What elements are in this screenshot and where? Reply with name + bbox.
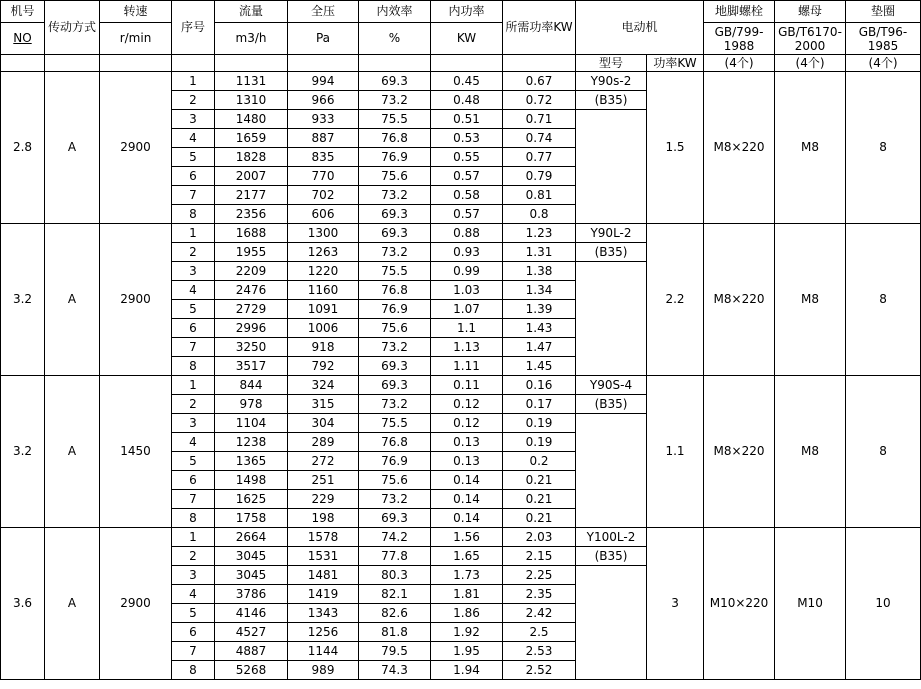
cell-drive: A [45,72,100,224]
cell-inner-power: 0.99 [431,262,503,281]
cell-inner-power: 0.11 [431,376,503,395]
cell-efficiency: 69.3 [359,376,431,395]
cell-pressure: 198 [288,509,359,528]
header-dianquan-qty: (4个) [846,55,921,72]
cell-inner-power: 1.11 [431,357,503,376]
header-dijiao-qty: (4个) [704,55,775,72]
header-empty [100,55,172,72]
cell-seq: 8 [172,357,215,376]
cell-bolt: M8×220 [704,224,775,376]
cell-efficiency: 69.3 [359,509,431,528]
cell-bolt: M8×220 [704,72,775,224]
cell-flow: 1758 [215,509,288,528]
cell-efficiency: 76.8 [359,129,431,148]
cell-inner-power: 0.14 [431,509,503,528]
cell-nut: M8 [775,224,846,376]
cell-pressure: 933 [288,110,359,129]
header-luomu: 螺母 [775,1,846,23]
table-row [1,528,921,547]
cell-inner-power: 0.53 [431,129,503,148]
header-dijiao: 地脚螺栓 [704,1,775,23]
cell-efficiency: 73.2 [359,91,431,110]
cell-pressure: 324 [288,376,359,395]
header-xinghao: 型号 [576,55,647,72]
cell-seq: 3 [172,110,215,129]
cell-pressure: 1263 [288,243,359,262]
cell-inner-power: 1.03 [431,281,503,300]
header-chuandong: 传动方式 [45,1,100,55]
cell-seq: 4 [172,129,215,148]
cell-flow: 1828 [215,148,288,167]
cell-pressure: 1343 [288,604,359,623]
cell-seq: 5 [172,300,215,319]
header-empty [288,55,359,72]
cell-seq: 1 [172,376,215,395]
cell-inner-power: 0.12 [431,395,503,414]
cell-motor-kw: 1.5 [647,72,704,224]
cell-pressure: 918 [288,338,359,357]
cell-seq: 4 [172,281,215,300]
cell-flow: 1688 [215,224,288,243]
cell-pressure: 887 [288,129,359,148]
cell-inner-power: 1.94 [431,661,503,680]
header-rmin: r/min [100,23,172,55]
table-body [1,72,921,680]
cell-motor-mount: (B35) [576,395,647,414]
cell-motor-empty [576,110,647,224]
cell-nut: M8 [775,376,846,528]
cell-inner-power: 0.57 [431,167,503,186]
cell-seq: 3 [172,414,215,433]
cell-flow: 2729 [215,300,288,319]
cell-flow: 3786 [215,585,288,604]
cell-inner-power: 1.95 [431,642,503,661]
cell-flow: 1310 [215,91,288,110]
cell-seq: 3 [172,262,215,281]
cell-speed: 2900 [100,224,172,376]
table-header [1,1,921,72]
cell-seq: 6 [172,319,215,338]
cell-pressure: 315 [288,395,359,414]
cell-inner-power: 1.56 [431,528,503,547]
cell-flow: 1131 [215,72,288,91]
cell-motor-kw: 1.1 [647,376,704,528]
cell-efficiency: 76.9 [359,148,431,167]
cell-efficiency: 73.2 [359,490,431,509]
cell-inner-power: 1.13 [431,338,503,357]
cell-model-no: 2.8 [1,72,45,224]
cell-required-power: 1.47 [503,338,576,357]
cell-required-power: 0.16 [503,376,576,395]
cell-required-power: 2.25 [503,566,576,585]
cell-pressure: 289 [288,433,359,452]
cell-model-no: 3.6 [1,528,45,680]
cell-pressure: 835 [288,148,359,167]
cell-inner-power: 0.48 [431,91,503,110]
cell-inner-power: 1.73 [431,566,503,585]
cell-inner-power: 0.14 [431,471,503,490]
header-neigonglv: 内功率 [431,1,503,23]
cell-efficiency: 75.5 [359,110,431,129]
cell-efficiency: 74.2 [359,528,431,547]
cell-seq: 7 [172,642,215,661]
cell-efficiency: 74.3 [359,661,431,680]
cell-pressure: 1419 [288,585,359,604]
cell-inner-power: 0.45 [431,72,503,91]
cell-motor-empty [576,414,647,528]
cell-inner-power: 0.13 [431,452,503,471]
cell-motor-model: Y90s-2 [576,72,647,91]
cell-seq: 2 [172,395,215,414]
cell-required-power: 1.45 [503,357,576,376]
cell-flow: 4527 [215,623,288,642]
cell-efficiency: 73.2 [359,395,431,414]
cell-inner-power: 0.57 [431,205,503,224]
cell-drive: A [45,376,100,528]
cell-flow: 5268 [215,661,288,680]
cell-pressure: 1144 [288,642,359,661]
cell-required-power: 0.79 [503,167,576,186]
cell-flow: 2996 [215,319,288,338]
cell-efficiency: 76.9 [359,452,431,471]
cell-drive: A [45,528,100,680]
cell-flow: 3517 [215,357,288,376]
cell-efficiency: 75.6 [359,319,431,338]
cell-required-power: 0.8 [503,205,576,224]
header-empty [215,55,288,72]
cell-flow: 1955 [215,243,288,262]
cell-efficiency: 69.3 [359,357,431,376]
cell-motor-kw: 3 [647,528,704,680]
cell-seq: 8 [172,205,215,224]
cell-seq: 4 [172,433,215,452]
cell-inner-power: 0.14 [431,490,503,509]
header-luomu-qty: (4个) [775,55,846,72]
cell-efficiency: 73.2 [359,243,431,262]
cell-flow: 1238 [215,433,288,452]
header-pa: Pa [288,23,359,55]
cell-pressure: 1578 [288,528,359,547]
cell-flow: 2476 [215,281,288,300]
cell-flow: 1498 [215,471,288,490]
cell-inner-power: 0.88 [431,224,503,243]
cell-flow: 4146 [215,604,288,623]
header-dongji: 电动机 [576,1,704,55]
cell-seq: 5 [172,452,215,471]
cell-required-power: 1.34 [503,281,576,300]
cell-required-power: 0.72 [503,91,576,110]
header-gonglv: 功率KW [647,55,704,72]
cell-required-power: 1.39 [503,300,576,319]
cell-efficiency: 76.8 [359,281,431,300]
cell-model-no: 3.2 [1,224,45,376]
cell-flow: 2007 [215,167,288,186]
header-m3h: m3/h [215,23,288,55]
header-pct: % [359,23,431,55]
cell-pressure: 229 [288,490,359,509]
cell-efficiency: 76.8 [359,433,431,452]
cell-required-power: 0.71 [503,110,576,129]
cell-inner-power: 0.12 [431,414,503,433]
cell-required-power: 0.21 [503,490,576,509]
cell-seq: 1 [172,528,215,547]
cell-efficiency: 69.3 [359,224,431,243]
cell-required-power: 1.43 [503,319,576,338]
header-kw: KW [431,23,503,55]
cell-motor-empty [576,262,647,376]
cell-seq: 2 [172,91,215,110]
cell-speed: 1450 [100,376,172,528]
table-row [1,72,921,91]
cell-required-power: 2.42 [503,604,576,623]
cell-required-power: 2.15 [503,547,576,566]
cell-required-power: 2.53 [503,642,576,661]
cell-required-power: 0.2 [503,452,576,471]
cell-motor-mount: (B35) [576,91,647,110]
cell-flow: 978 [215,395,288,414]
cell-efficiency: 75.6 [359,167,431,186]
cell-motor-mount: (B35) [576,243,647,262]
cell-pressure: 1006 [288,319,359,338]
cell-required-power: 0.74 [503,129,576,148]
cell-flow: 3250 [215,338,288,357]
cell-inner-power: 0.55 [431,148,503,167]
cell-required-power: 1.38 [503,262,576,281]
cell-inner-power: 0.58 [431,186,503,205]
cell-pressure: 1256 [288,623,359,642]
cell-inner-power: 0.93 [431,243,503,262]
cell-speed: 2900 [100,72,172,224]
cell-efficiency: 75.6 [359,471,431,490]
cell-pressure: 994 [288,72,359,91]
cell-efficiency: 73.2 [359,186,431,205]
header-empty [359,55,431,72]
cell-required-power: 2.5 [503,623,576,642]
cell-inner-power: 1.86 [431,604,503,623]
cell-pressure: 989 [288,661,359,680]
cell-inner-power: 0.13 [431,433,503,452]
cell-inner-power: 1.92 [431,623,503,642]
cell-motor-model: Y90L-2 [576,224,647,243]
cell-pressure: 304 [288,414,359,433]
header-zhuansu: 转速 [100,1,172,23]
cell-speed: 2900 [100,528,172,680]
cell-inner-power: 1.07 [431,300,503,319]
cell-motor-model: Y90S-4 [576,376,647,395]
cell-pressure: 702 [288,186,359,205]
cell-pressure: 1531 [288,547,359,566]
header-empty [503,55,576,72]
cell-seq: 7 [172,186,215,205]
cell-washer: 8 [846,72,921,224]
cell-required-power: 2.52 [503,661,576,680]
header-empty [1,55,45,72]
header-suoxu: 所需功率KW [503,1,576,55]
header-empty [172,55,215,72]
cell-pressure: 1091 [288,300,359,319]
cell-pressure: 966 [288,91,359,110]
header-liuliang: 流量 [215,1,288,23]
header-quanya: 全压 [288,1,359,23]
table-row [1,376,921,395]
cell-seq: 8 [172,661,215,680]
cell-efficiency: 73.2 [359,338,431,357]
cell-drive: A [45,224,100,376]
header-neixiaolv: 内效率 [359,1,431,23]
cell-flow: 2664 [215,528,288,547]
cell-nut: M8 [775,72,846,224]
header-empty [431,55,503,72]
cell-pressure: 1220 [288,262,359,281]
cell-flow: 3045 [215,566,288,585]
cell-required-power: 1.31 [503,243,576,262]
cell-bolt: M8×220 [704,376,775,528]
cell-efficiency: 82.6 [359,604,431,623]
header-jihao: 机号 [1,1,45,23]
cell-flow: 1104 [215,414,288,433]
cell-seq: 2 [172,547,215,566]
table-row [1,224,921,243]
cell-inner-power: 1.1 [431,319,503,338]
cell-required-power: 0.19 [503,433,576,452]
cell-efficiency: 69.3 [359,205,431,224]
cell-required-power: 1.23 [503,224,576,243]
cell-efficiency: 81.8 [359,623,431,642]
cell-efficiency: 82.1 [359,585,431,604]
cell-pressure: 770 [288,167,359,186]
cell-bolt: M10×220 [704,528,775,680]
cell-seq: 1 [172,72,215,91]
cell-pressure: 1481 [288,566,359,585]
cell-required-power: 2.35 [503,585,576,604]
cell-flow: 2209 [215,262,288,281]
cell-flow: 1625 [215,490,288,509]
cell-pressure: 251 [288,471,359,490]
cell-required-power: 0.19 [503,414,576,433]
cell-efficiency: 77.8 [359,547,431,566]
cell-seq: 2 [172,243,215,262]
cell-seq: 7 [172,490,215,509]
cell-model-no: 3.2 [1,376,45,528]
cell-flow: 2356 [215,205,288,224]
cell-washer: 8 [846,224,921,376]
cell-pressure: 792 [288,357,359,376]
cell-efficiency: 76.9 [359,300,431,319]
cell-efficiency: 75.5 [359,262,431,281]
cell-motor-model: Y100L-2 [576,528,647,547]
header-dianquan-std: GB/T96-1985 [846,23,921,55]
cell-inner-power: 1.81 [431,585,503,604]
cell-seq: 8 [172,509,215,528]
cell-seq: 1 [172,224,215,243]
cell-required-power: 0.21 [503,509,576,528]
cell-required-power: 0.67 [503,72,576,91]
cell-pressure: 606 [288,205,359,224]
cell-inner-power: 0.51 [431,110,503,129]
cell-seq: 7 [172,338,215,357]
header-dijiao-std: GB/799-1988 [704,23,775,55]
cell-required-power: 0.77 [503,148,576,167]
cell-efficiency: 75.5 [359,414,431,433]
cell-washer: 10 [846,528,921,680]
cell-pressure: 272 [288,452,359,471]
cell-nut: M10 [775,528,846,680]
cell-required-power: 0.17 [503,395,576,414]
cell-motor-kw: 2.2 [647,224,704,376]
cell-seq: 5 [172,148,215,167]
cell-required-power: 0.81 [503,186,576,205]
cell-seq: 4 [172,585,215,604]
cell-seq: 3 [172,566,215,585]
header-xuhao: 序号 [172,1,215,55]
cell-pressure: 1300 [288,224,359,243]
cell-inner-power: 1.65 [431,547,503,566]
cell-flow: 844 [215,376,288,395]
cell-efficiency: 79.5 [359,642,431,661]
cell-seq: 6 [172,471,215,490]
cell-flow: 2177 [215,186,288,205]
cell-efficiency: 69.3 [359,72,431,91]
cell-seq: 6 [172,167,215,186]
header-empty [45,55,100,72]
cell-efficiency: 80.3 [359,566,431,585]
cell-seq: 5 [172,604,215,623]
cell-required-power: 2.03 [503,528,576,547]
cell-flow: 1365 [215,452,288,471]
cell-flow: 3045 [215,547,288,566]
cell-seq: 6 [172,623,215,642]
cell-flow: 1480 [215,110,288,129]
header-no: NO [1,23,45,55]
header-dianquan: 垫圈 [846,1,921,23]
cell-flow: 4887 [215,642,288,661]
cell-motor-empty [576,566,647,680]
cell-flow: 1659 [215,129,288,148]
cell-washer: 8 [846,376,921,528]
header-luomu-std: GB/T6170-2000 [775,23,846,55]
cell-motor-mount: (B35) [576,547,647,566]
cell-required-power: 0.21 [503,471,576,490]
cell-pressure: 1160 [288,281,359,300]
